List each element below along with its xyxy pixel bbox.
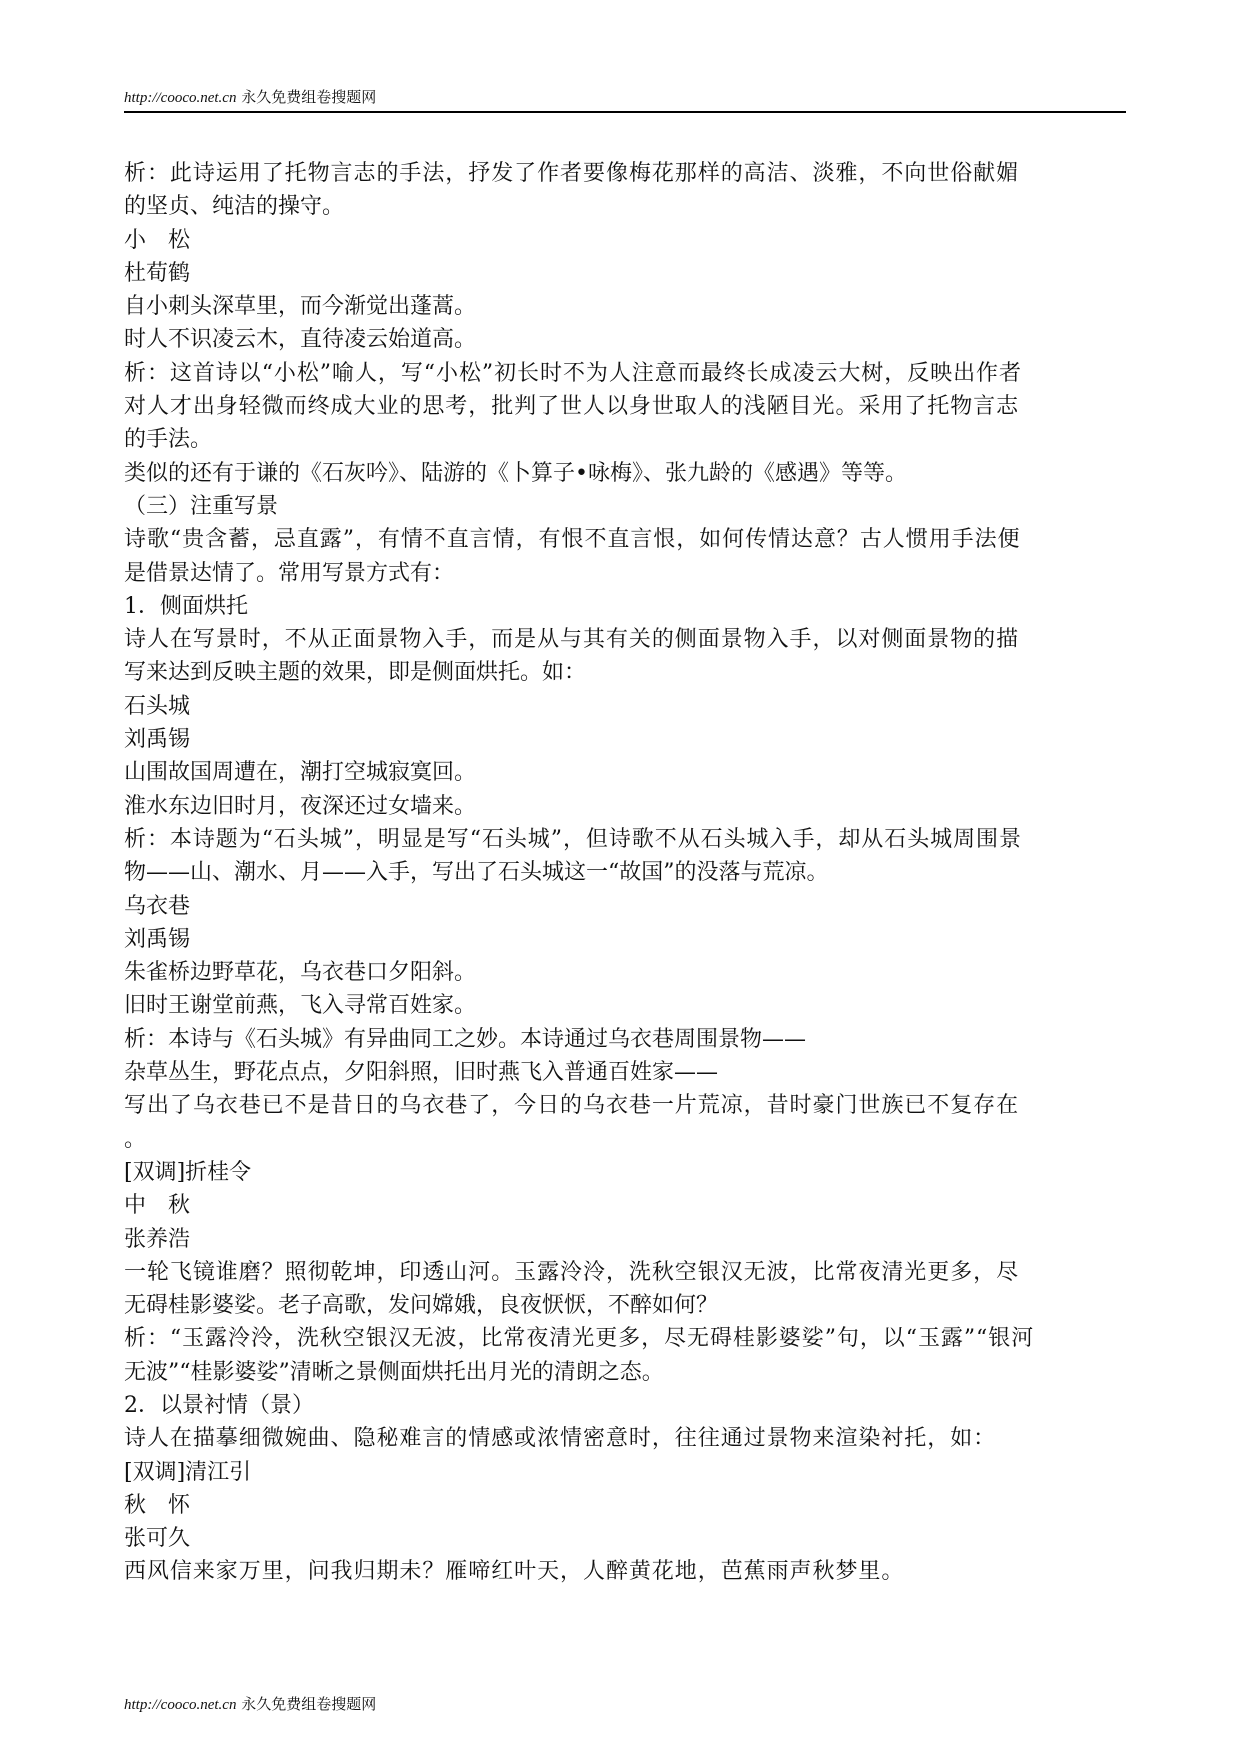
text-line: 刘禹锡 xyxy=(124,926,191,952)
text-line: 物——山、潮水、月——入手，写出了石头城这一“故国”的没落与荒凉。 xyxy=(124,860,829,886)
text-line: 析：本诗题为“石头城”，明显是写“石头城”，但诗歌不从石头城入手，却从石头城周围景 xyxy=(124,826,1022,852)
text-line: 石头城 xyxy=(124,693,191,719)
text-line: 2．以景衬情（景） xyxy=(124,1392,314,1418)
text-line: 杂草丛生，野花点点，夕阳斜照，旧时燕飞入普通百姓家—— xyxy=(124,1060,719,1086)
text-line: 的坚贞、纯洁的操守。 xyxy=(124,194,345,220)
text-line: 张可久 xyxy=(124,1526,191,1552)
page-header xyxy=(124,89,1126,113)
text-line: 乌衣巷 xyxy=(124,893,191,919)
text-line: 秋 怀 xyxy=(124,1492,191,1518)
text-line: 时人不识凌云木，直待凌云始道高。 xyxy=(124,327,477,353)
text-line: 对人才出身轻微而终成大业的思考，批判了世人以身世取人的浅陋目光。采用了托物言志 xyxy=(124,394,1020,420)
document-body xyxy=(124,157,1124,1589)
text-line: 朱雀桥边野草花，乌衣巷口夕阳斜。 xyxy=(124,960,477,986)
text-line: 。 xyxy=(124,1126,147,1152)
text-line: 1．侧面烘托 xyxy=(124,593,248,619)
text-line: 西风信来家万里，问我归期未？雁啼红叶天，人醉黄花地，芭蕉雨声秋梦里。 xyxy=(124,1559,905,1585)
text-line: [双调]清江引 xyxy=(124,1459,252,1485)
text-line: 杜荀鹤 xyxy=(124,260,191,286)
header-site-name: 永久免费组卷搜题网 xyxy=(236,88,377,106)
text-line: 诗歌“贵含蓄，忌直露”，有情不直言情，有恨不直言恨，如何传情达意？古人惯用手法便 xyxy=(124,527,1021,553)
text-line: 写来达到反映主题的效果，即是侧面烘托。如： xyxy=(124,660,587,686)
text-line: 析：“玉露泠泠，洗秋空银汉无波，比常夜清光更多，尽无碍桂影婆娑”句，以“玉露”“银河 xyxy=(124,1326,1035,1352)
text-line: 诗人在描摹细微婉曲、隐秘难言的情感或浓情密意时，往往通过景物来渲染衬托，如： xyxy=(124,1426,997,1452)
text-line: 无碍桂影婆娑。老子高歌，发问嫦娥，良夜恹恹，不醉如何？ xyxy=(124,1293,719,1319)
text-line: 析：此诗运用了托物言志的手法，抒发了作者要像梅花那样的高洁、淡雅，不向世俗献媚 xyxy=(124,161,1020,186)
header-url: http://cooco.net.cn xyxy=(124,90,237,106)
text-line: 诗人在写景时，不从正面景物入手，而是从与其有关的侧面景物入手，以对侧面景物的描 xyxy=(124,627,1020,653)
text-line: 小 松 xyxy=(124,227,191,253)
page-footer xyxy=(124,1696,376,1713)
text-line: 山围故国周遭在，潮打空城寂寞回。 xyxy=(124,760,477,786)
footer-url: http://cooco.net.cn xyxy=(124,1697,237,1713)
footer-site-name: 永久免费组卷搜题网 xyxy=(236,1695,377,1713)
text-line: 张养浩 xyxy=(124,1226,191,1252)
text-line: 的手法。 xyxy=(124,427,213,453)
text-line: 刘禹锡 xyxy=(124,727,191,753)
text-line: 析：这首诗以“小松”喻人，写“小松”初长时不为人注意而最终长成凌云大树，反映出作者 xyxy=(124,360,1022,386)
text-line: [双调]折桂令 xyxy=(124,1159,252,1185)
text-line: 是借景达情了。常用写景方式有： xyxy=(124,560,455,586)
text-line: 类似的还有于谦的《石灰吟》、陆游的《卜算子•咏梅》、张九龄的《感遇》等等。 xyxy=(124,460,907,486)
text-line: （三）注重写景 xyxy=(124,493,279,519)
text-line: 淮水东边旧时月，夜深还过女墙来。 xyxy=(124,793,477,819)
text-line: 写出了乌衣巷已不是昔日的乌衣巷了，今日的乌衣巷一片荒凉，昔时豪门世族已不复存在 xyxy=(124,1093,1020,1119)
text-line: 析：本诗与《石头城》有异曲同工之妙。本诗通过乌衣巷周围景物—— xyxy=(124,1026,807,1052)
text-line: 旧时王谢堂前燕，飞入寻常百姓家。 xyxy=(124,993,477,1019)
text-line: 一轮飞镜谁磨？照彻乾坤，印透山河。玉露泠泠，洗秋空银汉无波，比常夜清光更多，尽 xyxy=(124,1259,1020,1285)
text-line: 无波”“桂影婆娑”清晰之景侧面烘托出月光的清朗之态。 xyxy=(124,1359,664,1385)
text-line: 自小刺头深草里，而今渐觉出蓬蒿。 xyxy=(124,294,477,320)
text-line: 中 秋 xyxy=(124,1193,191,1219)
